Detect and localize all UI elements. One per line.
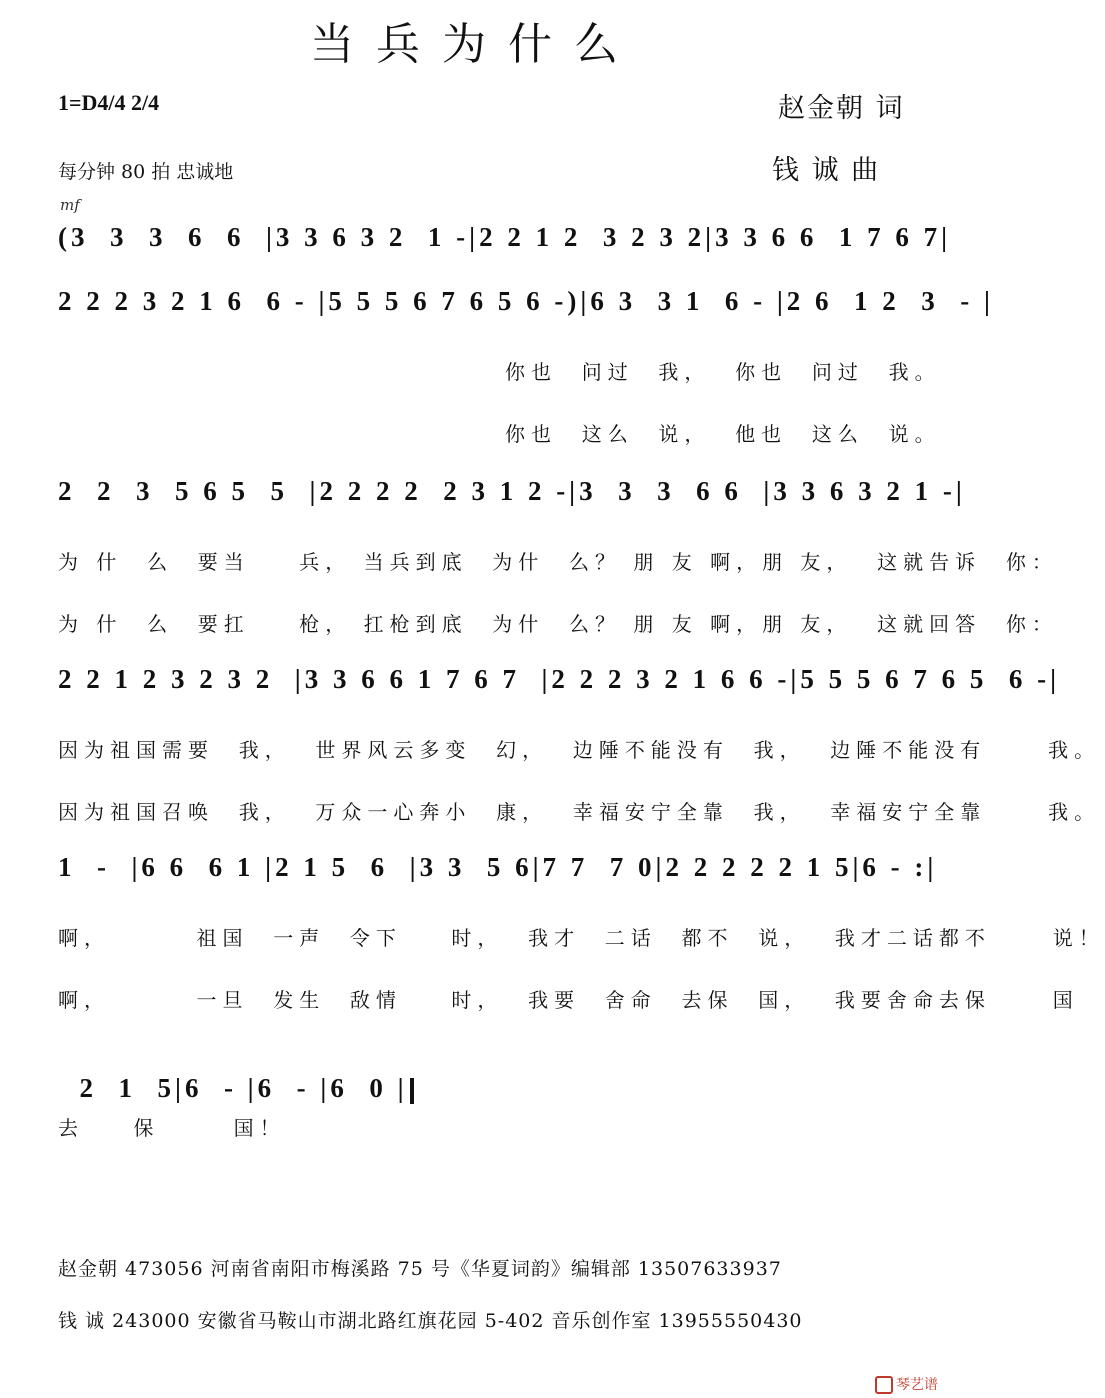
lyric-line-9: 去 保 国！ (58, 1116, 286, 1140)
composer-credit: 钱 诚 曲 (772, 155, 881, 186)
notation-line-3: 2 2 3 5 6 5 5 |2 2 2 2 2 3 1 2 -|3 3 3 6 6 |3 3 6 3 2 1 -| (58, 476, 966, 506)
lyric-line-2: 你也 这么 说， 他也 这么 说。 (505, 422, 941, 446)
lyricist-credit: 赵金朝 词 (778, 93, 905, 124)
key-signature: 1=D4/4 2/4 (58, 90, 160, 115)
lyric-line-6: 因为祖国召唤 我， 万众一心奔小 康， 幸福安宁全靠 我， 幸福安宁全靠 我。 (58, 800, 1101, 824)
song-title: 当兵为什么 (310, 19, 640, 70)
lyric-line-8: 啊， 一旦 发生 敌情 时， 我要 舍命 去保 国， 我要舍命去保 国 (58, 988, 1079, 1012)
music-note-icon (875, 1376, 893, 1394)
lyric-line-5: 因为祖国需要 我， 世界风云多变 幻， 边陲不能没有 我， 边陲不能没有 我。 (58, 738, 1101, 762)
lyric-line-3: 为 什 么 要当 兵， 当兵到底 为什 么？ 朋 友 啊，朋 友， 这就告诉 你： (58, 550, 1058, 574)
lyric-line-7: 啊， 祖国 一声 令下 时， 我才 二话 都不 说， 我才二话都不 说！ (58, 926, 1105, 950)
contact-composer: 钱 诚 243000 安徽省马鞍山市湖北路红旗花园 5-402 音乐创作室 13955550430 (58, 1310, 803, 1332)
watermark-text: 琴艺谱 (896, 1377, 938, 1393)
final-barline (410, 1078, 414, 1104)
notation-line-2: 2 2 2 3 2 1 6 6 - |5 5 5 6 7 6 5 6 -)|6 3 3 1 6 - |2 6 1 2 3 - | (58, 286, 994, 316)
notation-line-6 (58, 1042, 558, 1104)
notation-line-5: 1 - |6 6 6 1 |2 1 5 6 |3 3 5 6|7 7 7 0|2 2 2 2 2 1 5|6 - :| (58, 852, 938, 882)
contact-lyricist: 赵金朝 473056 河南省南阳市梅溪路 75 号《华夏词韵》编辑部 13507633937 (58, 1258, 782, 1280)
notation-line-1: (3 3 3 6 6 |3 3 6 3 2 1 -|2 2 1 2 3 2 3 2|3 3 6 6 1 7 6 7| (58, 222, 952, 252)
watermark-logo (875, 1374, 938, 1394)
notation-line-6-text: 2 1 5|6 - |6 - |6 0 | (79, 1073, 408, 1103)
lyric-line-1: 你也 问过 我， 你也 问过 我。 (505, 360, 941, 384)
tempo-marking: 每分钟 80 拍 忠诚地 (58, 161, 234, 183)
lyric-line-4: 为 什 么 要扛 枪， 扛枪到底 为什 么？ 朋 友 啊，朋 友， 这就回答 你： (58, 612, 1058, 636)
notation-line-4: 2 2 1 2 3 2 3 2 |3 3 6 6 1 7 6 7 |2 2 2 3 2 1 6 6 -|5 5 5 6 7 6 5 6 -| (58, 664, 1061, 694)
dynamic-marking: mf (60, 196, 80, 214)
